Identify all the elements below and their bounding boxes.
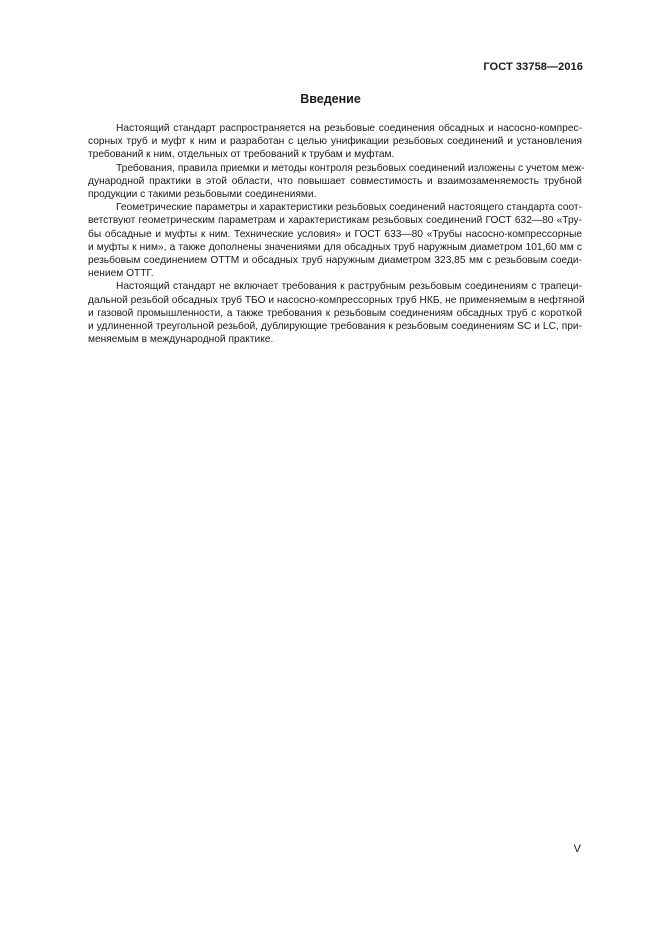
text-line: и газовой промышленности, а также требования к резьбовым соединениям обсадных труб с короткой bbox=[88, 307, 582, 319]
text-line: дународной практики в этой области, что повышает совместимость и взаимозаменяемость трубной bbox=[88, 175, 582, 187]
text-line: нением ОТТГ. bbox=[88, 268, 154, 280]
text-line: Настоящий стандарт не включает требования к раструбным резьбовым соединениям с трапеци- bbox=[116, 281, 582, 293]
section-title: Введение bbox=[300, 92, 361, 106]
text-line: сорных труб и муфт к ним и разработан с целью унификации резьбовых соединений и установления bbox=[88, 136, 582, 148]
text-line: бы обсадные и муфты к ним. Технические условия» и ГОСТ 633—80 «Трубы насосно-компрессорные bbox=[88, 228, 582, 240]
text-line: Настоящий стандарт распространяется на резьбовые соединения обсадных и насосно-компрес- bbox=[116, 123, 582, 134]
introduction-body bbox=[60, 122, 585, 346]
text-line: ветствуют геометрическим параметрам и характеристикам резьбовых соединений ГОСТ 632—80 «Тру- bbox=[88, 215, 582, 227]
paragraph-requirements bbox=[60, 162, 585, 202]
document-code: ГОСТ 33758—2016 bbox=[483, 61, 583, 73]
paragraph-exclusions bbox=[60, 280, 585, 346]
text-line: резьбовым соединением ОТТМ и обсадных труб наружным диаметром 323,85 мм с резьбовым соеди- bbox=[88, 255, 582, 267]
paragraph-scope bbox=[60, 122, 582, 162]
text-line: требований к ним, отдельных от требований к трубам и муфтам. bbox=[88, 149, 395, 161]
page-number: V bbox=[573, 843, 581, 855]
paragraph-geometry bbox=[60, 201, 582, 280]
text-line: Геометрические параметры и характеристики резьбовых соединений настоящего стандарта соот- bbox=[116, 202, 582, 214]
text-line: и муфты к ним», а также дополнены значениями для обсадных труб наружным диаметром 101,60 мм с bbox=[88, 241, 582, 253]
text-line: меняемым в международной практике. bbox=[88, 334, 274, 346]
text-line: продукции с такими резьбовыми соединениями. bbox=[88, 189, 317, 201]
text-line: дальной резьбой обсадных труб ТБО и насосно-компрессорных труб НКБ, не применяемым в нефтяной bbox=[88, 294, 585, 306]
text-line: Требования, правила приемки и методы контроля резьбовых соединений изложены с учетом меж- bbox=[116, 162, 585, 174]
text-line: и удлиненной треугольной резьбой, дублирующие требования к резьбовым соединениям SC и LC, при- bbox=[88, 321, 582, 333]
